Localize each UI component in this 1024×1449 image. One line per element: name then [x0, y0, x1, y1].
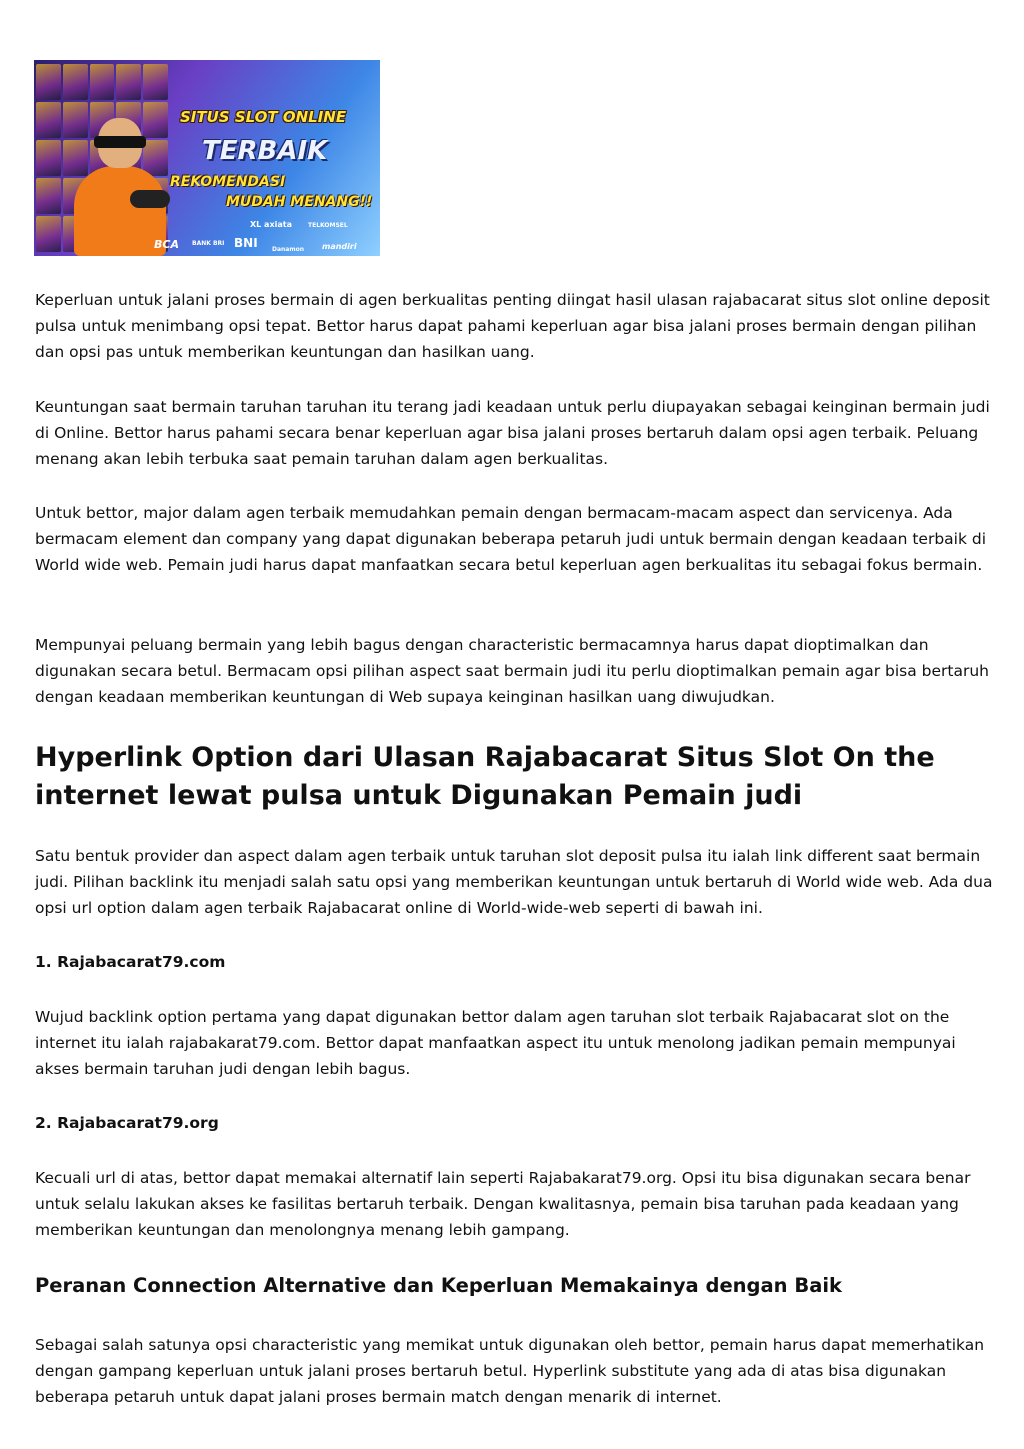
logo-bni: BNI — [234, 236, 258, 250]
logo-telkomsel: TELKOMSEL — [308, 222, 348, 229]
promo-banner-image — [34, 60, 380, 256]
logo-bri: BANK BRI — [192, 240, 225, 247]
banner-line-4: MUDAH MENANG!! — [226, 194, 373, 210]
link-option-1-heading: 1. Rajabacarat79.com — [35, 953, 226, 971]
banner-line-3: REKOMENDASI — [170, 174, 286, 190]
logo-xl: XL axiata — [250, 220, 292, 229]
paragraph-2: Keuntungan saat bermain taruhan taruhan itu terang jadi keadaan untuk perlu diupayakan sebagai keinginan bermain judi di Online. Bettor harus pahami secara benar keperluan agar bisa jalani proses bertaruh dalam opsi agen terbaik. Peluang menang akan lebih terbuka saat pemain taruhan dalam agen berkualitas. — [35, 398, 990, 468]
subsection-heading: Peranan Connection Alternative dan Keperluan Memakainya dengan Baik — [35, 1274, 843, 1297]
section-heading: Hyperlink Option dari Ulasan Rajabacarat Situs Slot On the internet lewat pulsa untuk Digunakan Pemain judi — [35, 742, 935, 811]
paragraph-6: Wujud backlink option pertama yang dapat digunakan bettor dalam agen taruhan slot terbaik Rajabacarat slot on the internet itu ialah rajabakarat79.com. Bettor dapat manfaatkan aspect itu untuk menolong jadikan pemain mempunyai akses bermain taruhan judi dengan lebih bagus. — [35, 1008, 956, 1078]
banner-line-1: SITUS SLOT ONLINE — [180, 108, 347, 126]
payment-logos — [152, 218, 374, 254]
paragraph-8: Sebagai salah satunya opsi characteristic yang memikat untuk digunakan oleh bettor, pemain harus dapat memerhatikan dengan gampang keperluan untuk jalani proses bertaruh betul. Hyperlink substitute yang ada di atas bisa digunakan beberapa petaruh untuk dapat jalani proses bermain match dengan menarik di internet. — [35, 1336, 985, 1406]
paragraph-5: Satu bentuk provider dan aspect dalam agen terbaik untuk taruhan slot deposit pulsa itu ialah link different saat bermain judi. Pilihan backlink itu menjadi salah satu opsi yang memberikan keuntungan untuk bertaruh di World wide web. Ada dua opsi url option dalam agen terbaik Rajabacarat online di World-wide-web seperti di bawah ini. — [35, 847, 993, 917]
logo-mandiri: mandiri — [322, 242, 357, 251]
gamepad-icon — [130, 190, 170, 208]
logo-bca: BCA — [154, 238, 179, 251]
paragraph-7: Kecuali url di atas, bettor dapat memakai alternatif lain seperti Rajabakarat79.org. Opsi itu bisa digunakan secara benar untuk selalu lakukan akses ke fasilitas bertaruh terbaik. Dengan kwalitasnya, pemain bisa taruhan pada keadaan yang memberikan keuntungan dan menolongnya menang lebih gampang. — [35, 1169, 971, 1239]
link-option-2-heading: 2. Rajabacarat79.org — [35, 1114, 219, 1132]
gamer-illustration — [74, 118, 164, 256]
paragraph-4: Mempunyai peluang bermain yang lebih bagus dengan characteristic bermacamnya harus dapat dioptimalkan dan digunakan secara betul. Bermacam opsi pilihan aspect saat bermain judi itu perlu dioptimalkan pemain agar bisa bertaruh dengan keadaan memberikan keuntungan di Web supaya keinginan hasilkan uang diwujudkan. — [35, 636, 990, 706]
paragraph-3: Untuk bettor, major dalam agen terbaik memudahkan pemain dengan bermacam-macam aspect dan servicenya. Ada bermacam element dan company yang dapat digunakan beberapa petaruh judi untuk bermain dengan keadaan terbaik di World wide web. Pemain judi harus dapat manfaatkan secara betul keperluan agen berkualitas itu sebagai fokus bermain. — [35, 504, 987, 574]
paragraph-1: Keperluan untuk jalani proses bermain di agen berkualitas penting diingat hasil ulasan rajabacarat situs slot online deposit pulsa untuk menimbang opsi tepat. Bettor harus dapat pahami keperluan agar bisa jalani proses bermain dengan pilihan dan opsi pas untuk memberikan keuntungan dan hasilkan uang. — [35, 291, 990, 361]
banner-line-2: TERBAIK — [202, 136, 328, 166]
logo-danamon: Danamon — [272, 246, 304, 253]
